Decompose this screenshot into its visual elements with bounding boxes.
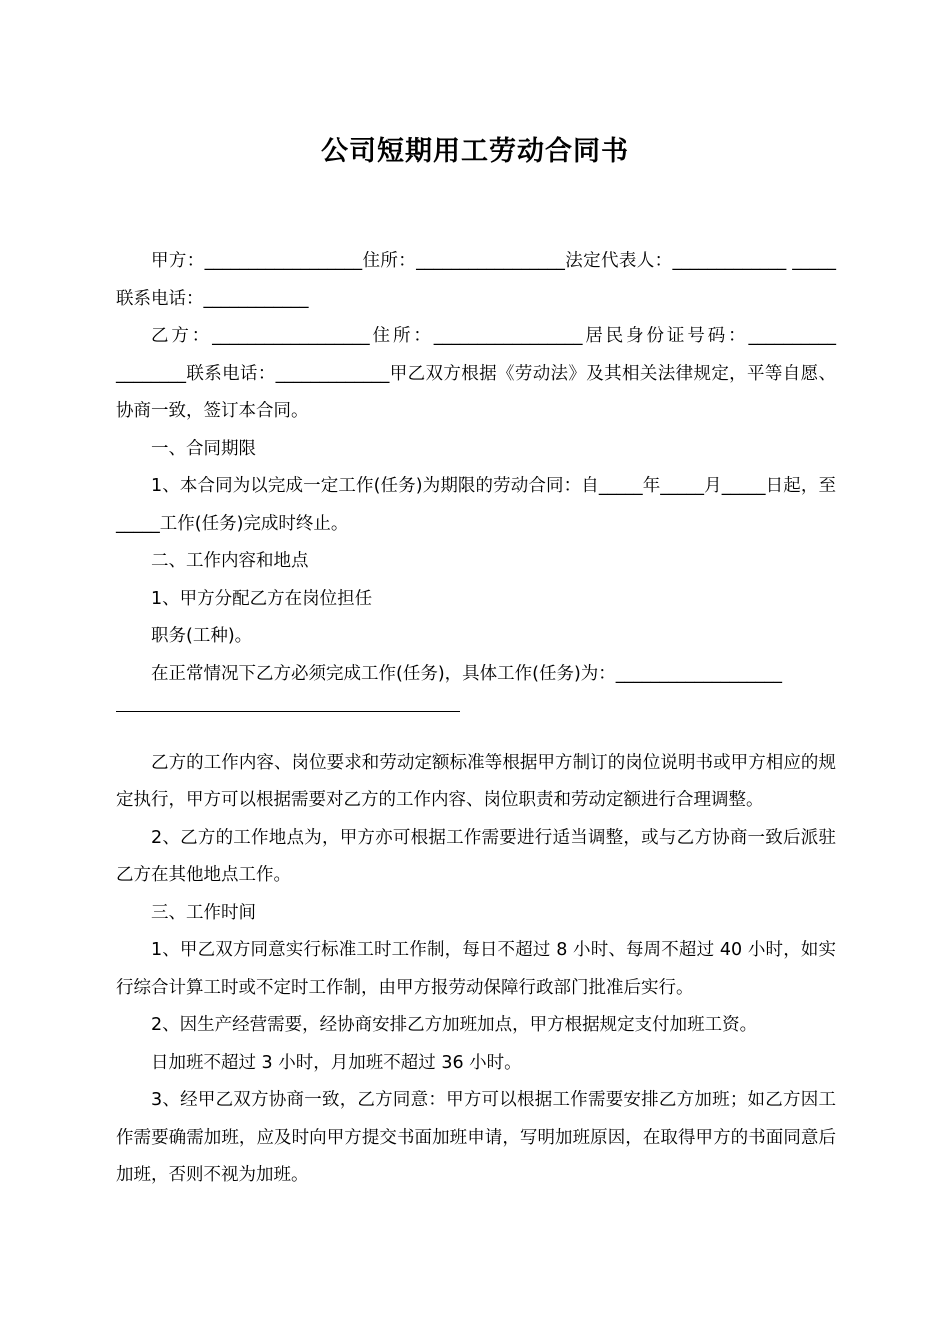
section-3-item-1: 1、甲乙双方同意实行标准工时工作制，每日不超过 8 小时、每周不超过 40 小时，如实行综合计算工时或不定时工作制，由甲方报劳动保障行政部门批准后实行。 [116,940,836,998]
section-3-item-2: 2、因生产经营需要，经协商安排乙方加班加点，甲方根据规定支付加班工资。 [151,1015,758,1035]
document-body [116,243,836,1195]
section-2-item-2: 2、乙方的工作地点为，甲方亦可根据工作需要进行适当调整，或与乙方协商一致后派驻乙方在其他地点工作。 [116,827,836,885]
task-blank-line [116,693,836,731]
section-2-task: 在正常情况下乙方必须完成工作(任务)，具体工作(任务)为：___________________ [151,663,783,684]
party-b-info: 乙方：__________________住所：_________________居民身份证号码：__________ ________联系电话：_____________甲乙双方根据《劳动法》及其相关法律规定，平等自愿、协商一致，签订本合同。 [116,326,836,421]
section-2-description: 乙方的工作内容、岗位要求和劳动定额标准等根据甲方制订的岗位说明书或甲方相应的规定执行，甲方可以根据需要对乙方的工作内容、岗位职责和劳动定额进行合理调整。 [116,752,836,810]
section-2-item-1: 1、甲方分配乙方在岗位担任 [151,588,373,609]
section-1-heading: 一、合同期限 [151,438,256,459]
document-title: 公司短期用工劳动合同书 [321,136,629,167]
section-3-overtime-limit: 日加班不超过 3 小时，月加班不超过 36 小时。 [151,1052,522,1073]
section-3-item-3: 3、经甲乙双方协商一致，乙方同意：甲方可以根据工作需要安排乙方加班；如乙方因工作需要确需加班，应及时向甲方提交书面加班申请，写明加班原因，在取得甲方的书面同意后加班，否则不视为加班。 [116,1090,836,1185]
section-3-heading: 三、工作时间 [151,902,256,923]
blank-rule [116,711,460,712]
section-1-item-1: 1、本合同为以完成一定工作(任务)为期限的劳动合同：自_____年_____月_____日起，至_____工作(任务)完成时终止。 [116,476,836,534]
party-a-info: 甲方：__________________住所：_________________法定代表人：_____________ _____联系电话：____________ [116,251,836,309]
section-2-duty: 职务(工种)。 [151,626,253,646]
section-2-heading: 二、工作内容和地点 [151,551,309,571]
spacer [116,731,836,745]
